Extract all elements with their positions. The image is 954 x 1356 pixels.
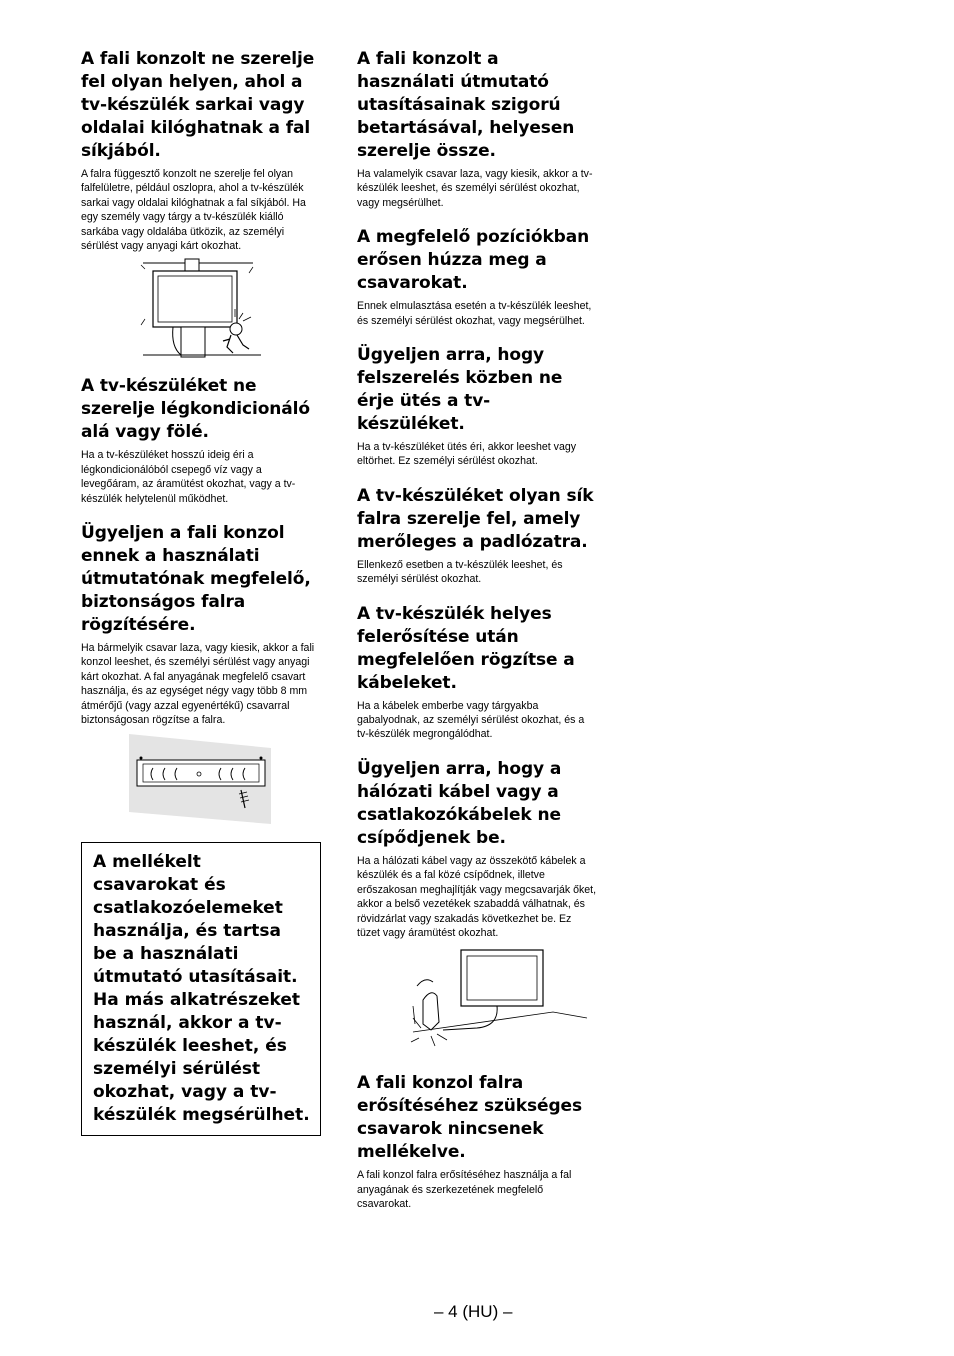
section-assembly-instructions bbox=[357, 48, 597, 210]
warning-box bbox=[81, 842, 321, 1136]
section-body: Ha a kábelek emberbe vagy tárgyakba gabalyodnak, az személyi sérülést okozhat, és a tv-készülék megrongálódhat. bbox=[357, 699, 585, 741]
section-heading: A fali konzol falra erősítéséhez szükséges csavarok nincsenek mellékelve. bbox=[357, 1073, 582, 1163]
section-heading: A megfelelő pozíciókban erősen húzza meg a csavarokat. bbox=[357, 227, 590, 294]
section-screws-not-included bbox=[357, 1072, 597, 1211]
section-body: Ha valamelyik csavar laza, vagy kiesik, akkor a tv-készülék leeshet, és személyi sérülést okozhat, vagy megsérülhet. bbox=[357, 168, 593, 209]
left-column bbox=[81, 48, 321, 1136]
wall-bracket-illustration bbox=[81, 734, 321, 826]
section-heading: A tv-készüléket olyan sík falra szerelje fel, amely merőleges a padlózatra. bbox=[357, 485, 594, 552]
section-heading: Ügyeljen arra, hogy felszerelés közben ne érje ütés a tv-készüléket. bbox=[357, 345, 563, 435]
cable-pinch-illustration bbox=[357, 946, 597, 1056]
section-wall-edge-warning bbox=[81, 48, 321, 359]
section-tighten-screws bbox=[357, 226, 597, 328]
section-heading: Ügyeljen a fali konzol ennek a használati útmutatónak megfelelő, biztonságos falra rögzítésére. bbox=[81, 523, 311, 636]
section-body: Ha a tv-készüléket ütés éri, akkor leeshet vagy eltörhet. Ez személyi sérülést okozhat. bbox=[357, 441, 577, 468]
right-column bbox=[357, 48, 597, 1228]
section-heading: A fali konzolt ne szerelje fel olyan helyen, ahol a tv-készülék sarkai vagy oldalai kilóghatnak a fal síkjából. bbox=[81, 49, 315, 161]
section-flat-wall bbox=[357, 485, 597, 587]
page-number: – 4 (HU) – bbox=[434, 1302, 513, 1321]
section-body: A falra függesztő konzolt ne szerelje fel olyan falfelületre, például oszlopra, ahol a tv-készülék sarkai vagy oldalai kilóghatnak a fal síkjából. Ha egy személy vagy tárgy a tv-készülék kiálló sarkába vagy oldalába ütközik, az személyi sérülést vagy anyagi kárt okozhat. bbox=[81, 168, 306, 253]
section-avoid-impact bbox=[357, 344, 597, 469]
section-heading: A tv-készülék helyes felerősítése után megfelelően rögzítse a kábeleket. bbox=[357, 603, 575, 693]
section-body: Ennek elmulasztása esetén a tv-készülék leeshet, és személyi sérülést okozhat, vagy megsérülhet. bbox=[357, 300, 592, 327]
section-air-conditioner-warning bbox=[81, 375, 321, 506]
tv-corner-collision-illustration bbox=[81, 259, 321, 359]
warning-box-text: A mellékelt csavarokat és csatlakozóelemeket használja, és tartsa be a használati útmutató utasításait. Ha más alkatrészeket használ, akkor a tv-készülék leeshet, és személyi sérülést okozhat, vagy a tv-készülék megsérülhet. bbox=[93, 851, 310, 1125]
section-body: A fali konzol falra erősítéséhez használja a fal anyagának és szerkezetének megfelelő csavarokat. bbox=[357, 1169, 572, 1211]
section-heading: Ügyeljen arra, hogy a hálózati kábel vagy a csatlakozókábelek ne csípődjenek be. bbox=[357, 758, 562, 848]
section-secure-cables bbox=[357, 603, 597, 742]
section-body: Ha a hálózati kábel vagy az összekötő kábelek a készülék és a fal közé csípődnek, illetve erőszakosan meghajlítják vagy megcsavarják őket, akkor a belső vezetékek szabaddá válhatnak, és rövidzárlat vagy szakadás következhet be. Ez tüzet vagy áramütést okozhat. bbox=[357, 854, 597, 939]
section-heading: A fali konzolt a használati útmutató utasításainak szigorú betartásával, helyesen szerelje össze. bbox=[357, 49, 575, 161]
section-cable-pinch bbox=[357, 758, 597, 1056]
section-body: Ellenkező esetben a tv-készülék leeshet, és személyi sérülést okozhat. bbox=[357, 558, 563, 586]
section-body: Ha bármelyik csavar laza, vagy kiesik, akkor a fali konzol leeshet, és személyi sérülést vagy anyagi kárt okozhat. A fal anyagának megfelelő csavart használja, és az egységet négy vagy több 8 mm átmérőjű (vagy azzal egyenértékű) csavarral biztonságosan rögzítse a falra. bbox=[81, 642, 315, 727]
section-body: Ha a tv-készüléket hosszú ideig éri a légkondicionálóból csepegő víz vagy a levegőáram, az áramütést okozhat, vagy a tv-készülék helytelenül működhet. bbox=[81, 449, 296, 505]
section-secure-mount-warning bbox=[81, 522, 321, 825]
section-heading: A tv-készüléket ne szerelje légkondicionáló alá vagy fölé. bbox=[81, 376, 310, 443]
